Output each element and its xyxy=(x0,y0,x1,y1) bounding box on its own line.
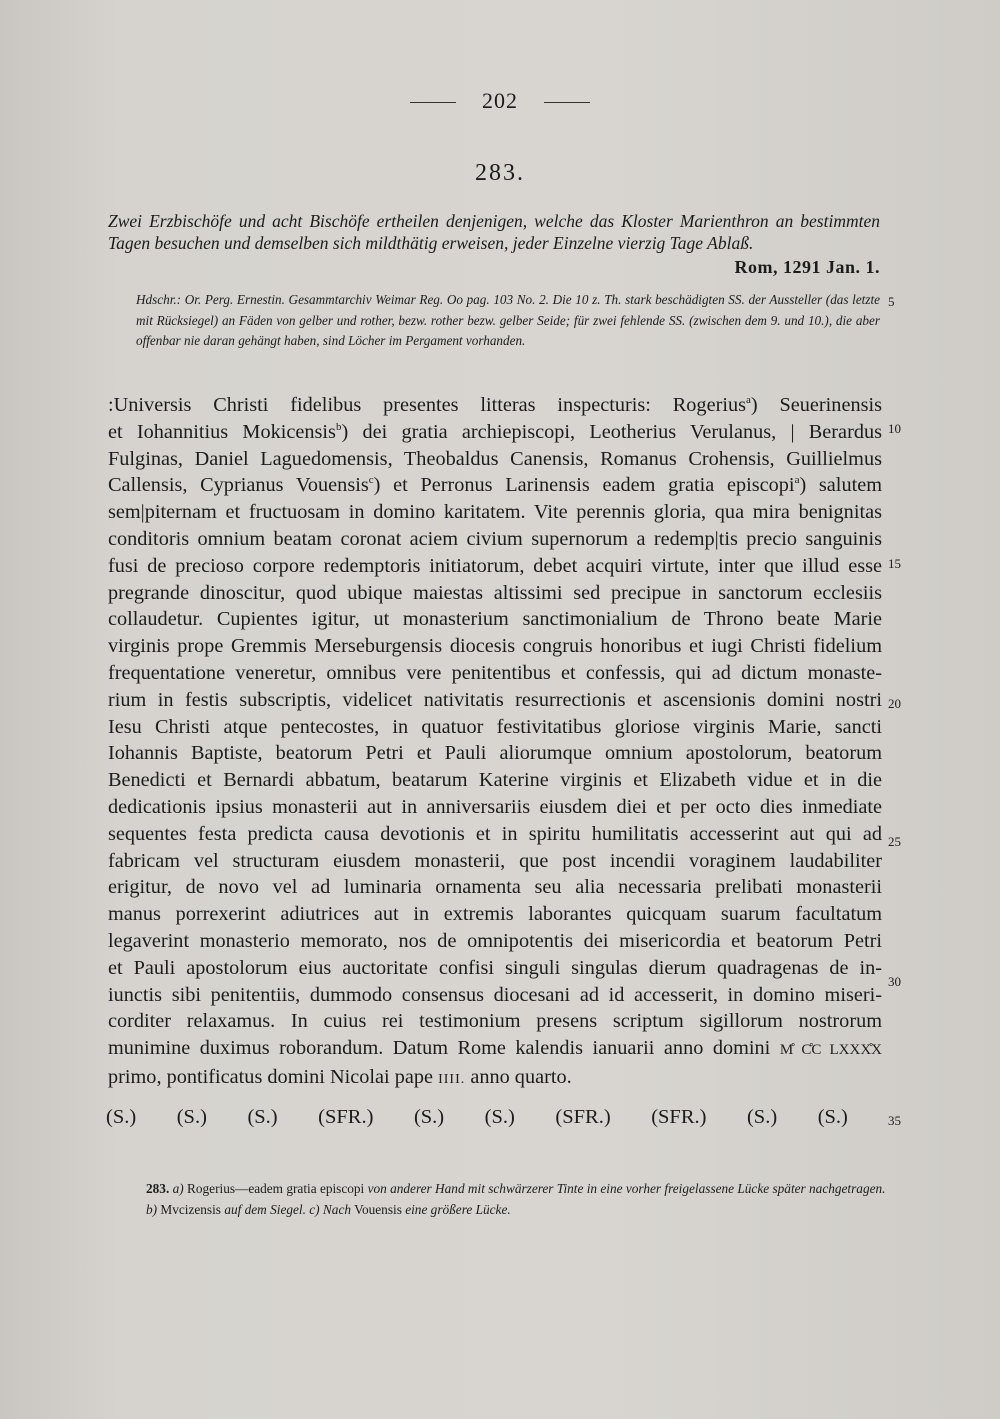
text-line: legaverint monasterio memorato, nos de omnipotentis dei misericordia et beatorum Petri xyxy=(108,929,882,952)
seal-mark: (SFR.) xyxy=(651,1106,707,1128)
text-line: fabricam vel structuram eiusdem monasterii, que post incendii voraginem laudabiliter xyxy=(108,849,882,872)
text-line: corditer relaxamus. In cuius rei testimonium presens scriptum sigillorum nostrorum xyxy=(108,1010,882,1033)
text-line: et Iohannitius Mokicensis$^b$) dei gratia archiepiscopi, Leotherius Verulanus, | Berardus xyxy=(108,420,882,443)
text-line: munimine duximus roborandum. Datum Rome kalendis ianuarii anno domini M̊ C̊C LXXX̊X xyxy=(108,1037,882,1060)
text-line: conditoris omnium beatam coronat aciem civium supernorum a redemp|tis precio sanguinis xyxy=(108,527,882,550)
text-line: primo, pontificatus domini Nicolai pape IIII. anno quarto. xyxy=(108,1065,572,1088)
line-number: 20 xyxy=(888,696,901,711)
running-header xyxy=(0,88,1000,114)
text-line: iunctis sibi penitentiis, dummodo consensus diocesani ad id accesserit, in domino miseri- xyxy=(108,983,882,1006)
text-line: Iohannis Baptiste, beatorum Petri et Pauli aliorumque omnium apostolorum, beatorum xyxy=(108,742,882,765)
date-numeral: M̊ C̊C LXXX̊X xyxy=(779,1042,882,1059)
text-line: pregrande dinoscitur, quod ubique maiestas altissimi sed precipue in sanctorum ecclesiis xyxy=(108,581,882,604)
regest-summary: Zwei Erzbischöfe und acht Bischöfe ertheilen denjenigen, welche das Kloster Marienthron an bestimmten Tagen besuchen und demselben sich mildthätig erweisen, jeder Einzelne vierzig Tage Ablaß. xyxy=(108,211,880,253)
seal-mark: (S.) xyxy=(247,1106,278,1128)
line-number: 5 xyxy=(888,294,895,309)
pope-numeral: IIII. xyxy=(438,1071,466,1087)
document-number: 283. xyxy=(475,160,525,186)
text-line: sequentes festa predicta causa devotionis et in spiritu humilitatis accesserint aut qui ad xyxy=(108,822,882,845)
header-rule-right xyxy=(544,102,590,103)
text-line: rium in festis subscriptis, videlicet nativitatis resurrectionis et ascensionis domini nostri xyxy=(108,688,882,711)
line-number: 10 xyxy=(888,421,901,436)
seal-list xyxy=(106,1106,848,1129)
text-line: manus porrexerint adiutrices aut in extremis laborantes quicquam suarum facultatum xyxy=(108,903,882,926)
footnotes: 283. a) Rogerius—eadem gratia episcopi von anderer Hand mit schwärzerer Tinte in eine vorher freigelassene Lücke später nachgetragen. b) Mvcizensis auf dem Siegel. c) Nach Vouensis eine größere Lücke. xyxy=(146,1181,886,1217)
manuscript-description: Hdschr.: Or. Perg. Ernestin. Gesammtarchiv Weimar Reg. Oo pag. 103 No. 2. Die 10 z. Th. stark beschädigten SS. der Aussteller (das letzte mit Rücksiegel) an Fäden von gelber und rother, bezw. rother bezw. gelber Seide; für zwei fehlende SS. (zwischen dem 9. und 10.), die aber offenbar nie daran gehängt haben, sind Löcher im Pergament vorhanden. xyxy=(136,292,880,348)
footnote-number: 283. xyxy=(146,1181,170,1196)
line-number: 25 xyxy=(888,834,901,849)
seal-mark: (S.) xyxy=(484,1106,515,1128)
text-line: Benedicti et Bernardi abbatum, beatarum Katerine virginis et Elizabeth vidue et in die xyxy=(108,769,882,792)
page-number: 202 xyxy=(482,88,518,113)
document-date: Rom, 1291 Jan. 1. xyxy=(734,257,880,277)
text-line: dedicationis ipsius monasterii aut in anniversariis eiusdem diei et per octo dies inmediate xyxy=(108,795,882,818)
seal-mark: (SFR.) xyxy=(318,1106,374,1128)
line-number: 30 xyxy=(888,974,901,989)
text-line: fusi de precioso corpore redemptoris initiatorum, debet acquiri virtute, inter que illud esse xyxy=(108,554,882,577)
text-line: Iesu Christi atque pentecostes, in quatuor festivitatibus gloriose virginis Marie, sancti xyxy=(108,715,882,738)
seal-mark: (S.) xyxy=(817,1106,848,1128)
line-number: 35 xyxy=(888,1113,901,1128)
line-number: 15 xyxy=(888,556,901,571)
seal-mark: (SFR.) xyxy=(555,1106,611,1128)
seal-mark: (S.) xyxy=(413,1106,445,1128)
seal-mark: (S.) xyxy=(176,1106,207,1128)
text-line: collaudetur. Cupientes igitur, ut monasterium sanctimonialium de Throno beate Marie xyxy=(108,608,882,631)
charter-text xyxy=(108,392,882,1094)
seal-mark: (S.) xyxy=(746,1106,778,1128)
text-line: frequentatione veneretur, omnibus vere penitentibus et confessis, qui ad dictum monaste- xyxy=(108,661,882,684)
text-line: Fulginas, Daniel Laguedomensis, Theobaldus Canensis, Romanus Crohensis, Guillielmus xyxy=(108,447,882,470)
text-line: sem|piternam et fructuosam in domino karitatem. Vite perennis gloria, qua mira benignitas xyxy=(108,501,882,524)
seal-mark: (S.) xyxy=(106,1106,137,1128)
header-rule-left xyxy=(410,102,456,103)
text-line: erigitur, de novo vel ad luminaria ornamenta seu alia necessaria prelibati monasterii xyxy=(108,876,882,899)
text-line: :Universis Christi fidelibus presentes litteras inspecturis: Rogerius$^a$) Seuerinensis xyxy=(108,394,883,416)
text-line: Callensis, Cyprianus Vouensis$^c$) et Perronus Larinensis eadem gratia episcopi$^a$) salutem xyxy=(108,474,882,497)
text-line: et Pauli apostolorum eius auctoritate confisi singuli singulas dierum quadragenas de in- xyxy=(108,956,882,979)
text-line: virginis prope Gremmis Merseburgensis diocesis congruis honoribus et iugi Christi fidelium xyxy=(108,635,882,658)
